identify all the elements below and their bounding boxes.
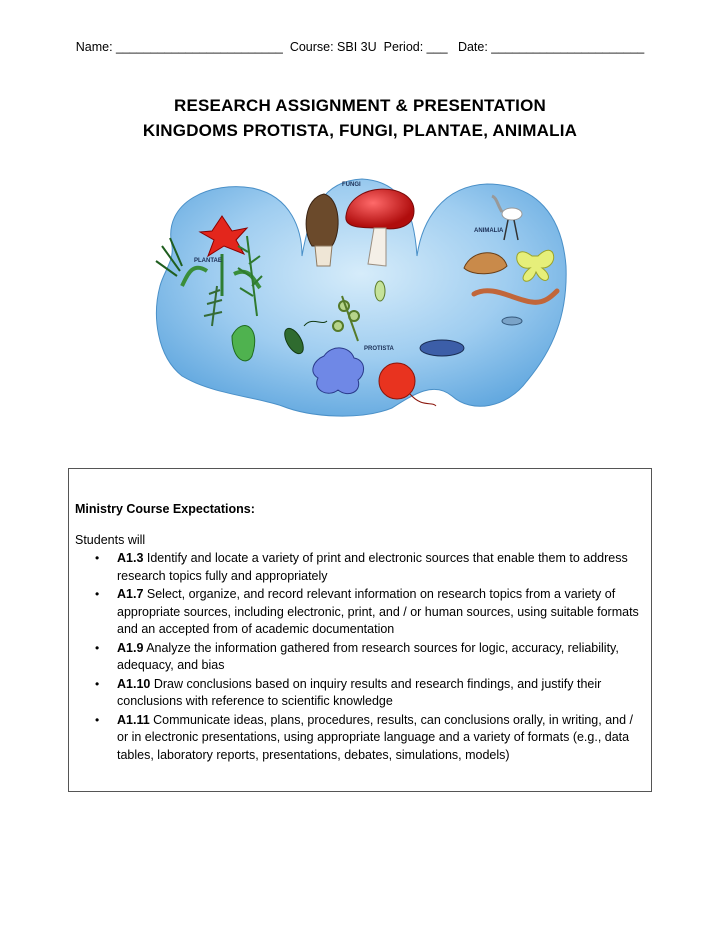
expectation-item [75,712,647,765]
euglena [375,281,385,301]
blue-protist [420,340,464,356]
assignment-title: RESEARCH ASSIGNMENT & PRESENTATION [173,96,546,115]
expectation-code: A1.10 [117,676,151,691]
bullet: • [95,587,100,601]
plantae-label: PLANTAE [194,258,222,264]
bullet: • [95,551,100,565]
expectation-text: Draw conclusions based on inquiry results and research findings, and justify their conclusions with reference to scientific knowledge [117,676,602,708]
bullet: • [95,676,100,691]
expectations-heading: Ministry Course Expectations: [75,502,255,516]
student-info-line: Name: ________________________ Course: SBI 3U Period: ___ Date: ______________________ [75,40,645,54]
expectation-text: Identify and locate a variety of print and electronic sources that enable them to address research topics fully and appropriately [117,551,628,583]
expectation-code: A1.11 [117,712,150,727]
fungi-label: FUNGI [342,182,361,188]
small-fish [502,317,522,325]
animalia-label: ANIMALIA [474,228,504,234]
assignment-subtitle: KINGDOMS PROTISTA, FUNGI, PLANTAE, ANIMALIA [142,121,578,140]
bullet: • [95,712,100,727]
expectations-box [68,468,652,792]
expectation-item [75,586,647,639]
protista-label: PROTISTA [364,346,394,352]
expectation-item [75,640,647,675]
bullet: • [95,640,100,655]
expectation-item [75,676,647,711]
kingdoms-illustration [152,176,568,418]
expectation-text: Communicate ideas, plans, procedures, results, can conclusions orally, in writing, and / or in electronic presentations, using appropriate language and a variety of formats (e.g., data tables, laboratory reports, presentations, debates, simulations, models) [117,712,634,762]
expectation-text: Select, organize, and record relevant information on research topics from a variety of appropriate sources, including electronic, print, and / or human sources, using suitable formats and an accepted from of academic documentation [117,587,639,636]
expectations-list [75,550,647,765]
expectation-code: A1.3 [117,551,144,565]
expectation-code: A1.9 [117,640,144,655]
expectation-code: A1.7 [117,587,144,601]
expectations-intro: Students will [75,533,146,547]
expectation-item [75,550,647,585]
expectation-text: Analyze the information gathered from research sources for logic, accuracy, reliability, adequacy, and bias [117,640,619,672]
